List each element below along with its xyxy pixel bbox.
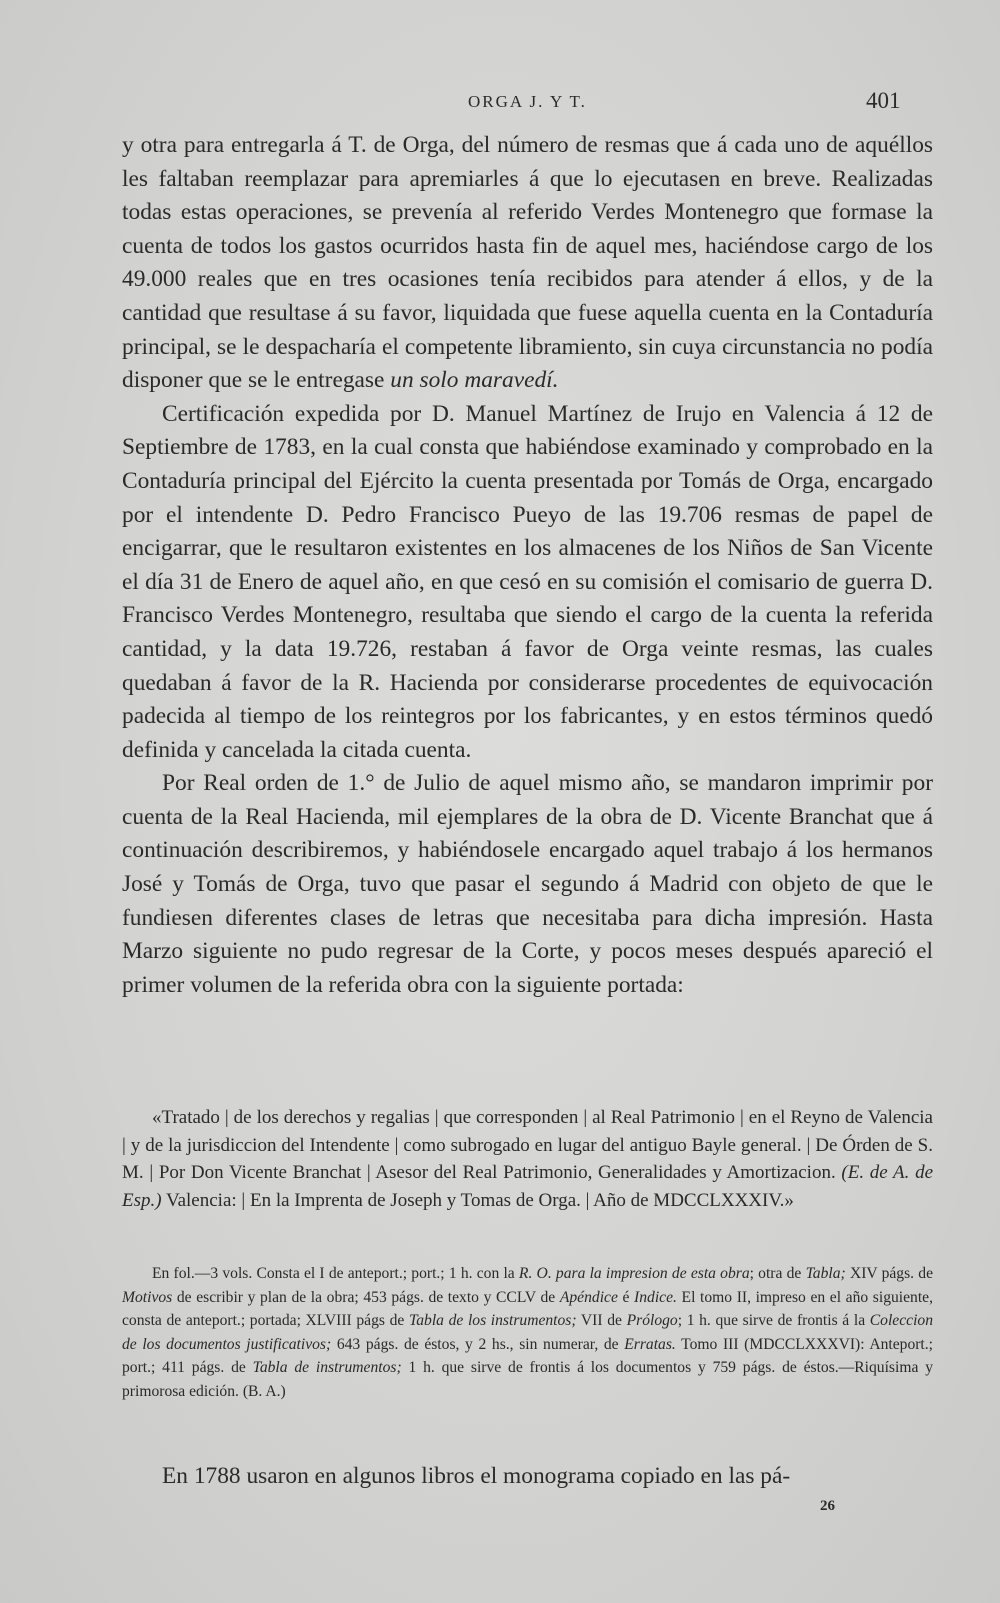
note-text: VII de [576,1312,627,1329]
note-italic: Motivos [122,1288,173,1306]
note-text: 1 h. que sirve de frontis á los documentos y 759 págs. de éstos.—Riquísima y primorosa edición. (B. A.) [122,1359,933,1400]
paragraph-2: Certificación expedida por D. Manuel Martínez de Irujo en Valencia á 12 de Septiembre de 1783, en la cual consta que habiéndose examinado y comprobado en la Contaduría principal del Ejército la cuenta presentada por Tomás de Orga, encargado por el intendente D. Pedro Francisco Pueyo de las 19.706 resmas de papel de encigarrar, que le resultaron existentes en los almacenes de los Niños de San Vicente el día 31 de Enero de aquel año, en que cesó en su comisión el comisario de guerra D. Francisco Verdes Montenegro, resultaba que siendo el cargo de la cuenta la referida cantidad, y la data 19.726, restaban á favor de Orga veinte resmas, las cuales quedaban á favor de la R. Hacienda por considerarse procedentes de equivocación padecida al tiempo de los reintegros por los fabricantes, y en estos términos quedó definida y cancelada la citada cuenta. [122,400,933,763]
note-text: XIV págs. de [845,1265,933,1282]
note-text: En fol.—3 vols. Consta el I de anteport.; port.; 1 h. con la [152,1265,519,1282]
quote-text-b: Valencia: | En la Imprenta de Joseph y Tomas de Orga. | Año de MDCCLXXXIV.» [161,1189,794,1211]
body-text [122,129,933,1002]
note-text: Tomo III (MDCCLXXXVI): Anteport.; port.; 411 págs. de [122,1335,933,1376]
note-italic: Tabla de los instrumentos; [408,1312,577,1329]
note-text: de escribir y plan de la obra; 453 págs. de texto y CCLV de [172,1288,560,1306]
quote-italic: (E. de A. de Esp.) [122,1162,934,1211]
signature-mark: 26 [820,1498,835,1514]
note-italic: Coleccion de los documentos justificativos; [122,1312,934,1353]
quote-text-a: «Tratado | de los derechos y regalias | que corresponden | al Real Patrimonio | en el Reyno de Valencia | y de la jurisdiccion del Intendente | como subrogado en lugar del antiguo Bayle general. | De Órden de S. M. | Por Don Vicente Branchat | Asesor del Real Patrimonio, Generalidades y Amortizacion. [122,1107,933,1184]
paragraph-3: Por Real orden de 1.° de Julio de aquel mismo año, se mandaron imprimir por cuenta de la Real Hacienda, mil ejemplares de la obra de D. Vicente Branchat que á continuación describiremos, y habiéndosele encargado aquel trabajo á los hermanos José y Tomás de Orga, tuvo que pasar el segundo á Madrid con objeto de que le fundiesen diferentes clases de letras que necesitaba para dicha impresión. Hasta Marzo siguiente no pudo regresar de la Corte, y pocos meses después apareció el primer volumen de la referida obra con la siguiente portada: [122,770,933,998]
note-text: é [617,1288,635,1306]
note-italic: Indice. [634,1288,677,1306]
paragraph-1-italic: un solo maravedí. [390,367,559,394]
bibliographic-note [122,1262,933,1403]
note-italic: Tabla de instrumentos; [252,1359,402,1376]
note-text: El tomo II, impreso en el año siguiente, consta de anteport.; portada; XLVIII págs de [122,1288,934,1329]
note-text: ; otra de [749,1265,806,1282]
page-number: 401 [866,88,901,113]
running-head: ORGA J. Y T. [468,92,587,111]
paragraph-1 [122,129,933,398]
note-italic: Tabla; [805,1265,846,1282]
note-text: ; 1 h. que sirve de frontis á la [677,1312,870,1329]
note-italic: Apéndice [559,1288,618,1306]
note-italic: Erratas. [624,1335,676,1353]
page-header [0,86,1000,126]
paragraph-1-text: y otra para entregarla á T. de Orga, del número de resmas que á cada uno de aquéllos les faltaban reemplazar para apremiarles á que lo ejecutasen en breve. Realizadas todas estas operaciones, se prevenía al referido Verdes Montenegro que formase la cuenta de todos los gastos ocurridos hasta fin de aquel mes, haciéndose cargo de los 49.000 reales que en tres ocasiones tenía recibidos para atender á ellos, y de la cantidad que resultase á su favor, liquidada que fuese aquella cuenta en la Contaduría principal, se le despacharía el competente libramiento, sin cuya circunstancia no podía disponer que se le entregase [122,132,933,394]
note-text: 643 págs. de éstos, y 2 hs., sin numerar, de [331,1335,625,1353]
title-page-quote [122,1104,933,1214]
note-italic: R. O. para la impresion de esta obra [518,1265,750,1282]
closing-line: En 1788 usaron en algunos libros el monograma copiado en las pá- [162,1463,791,1489]
note-italic: Prólogo [626,1312,678,1329]
